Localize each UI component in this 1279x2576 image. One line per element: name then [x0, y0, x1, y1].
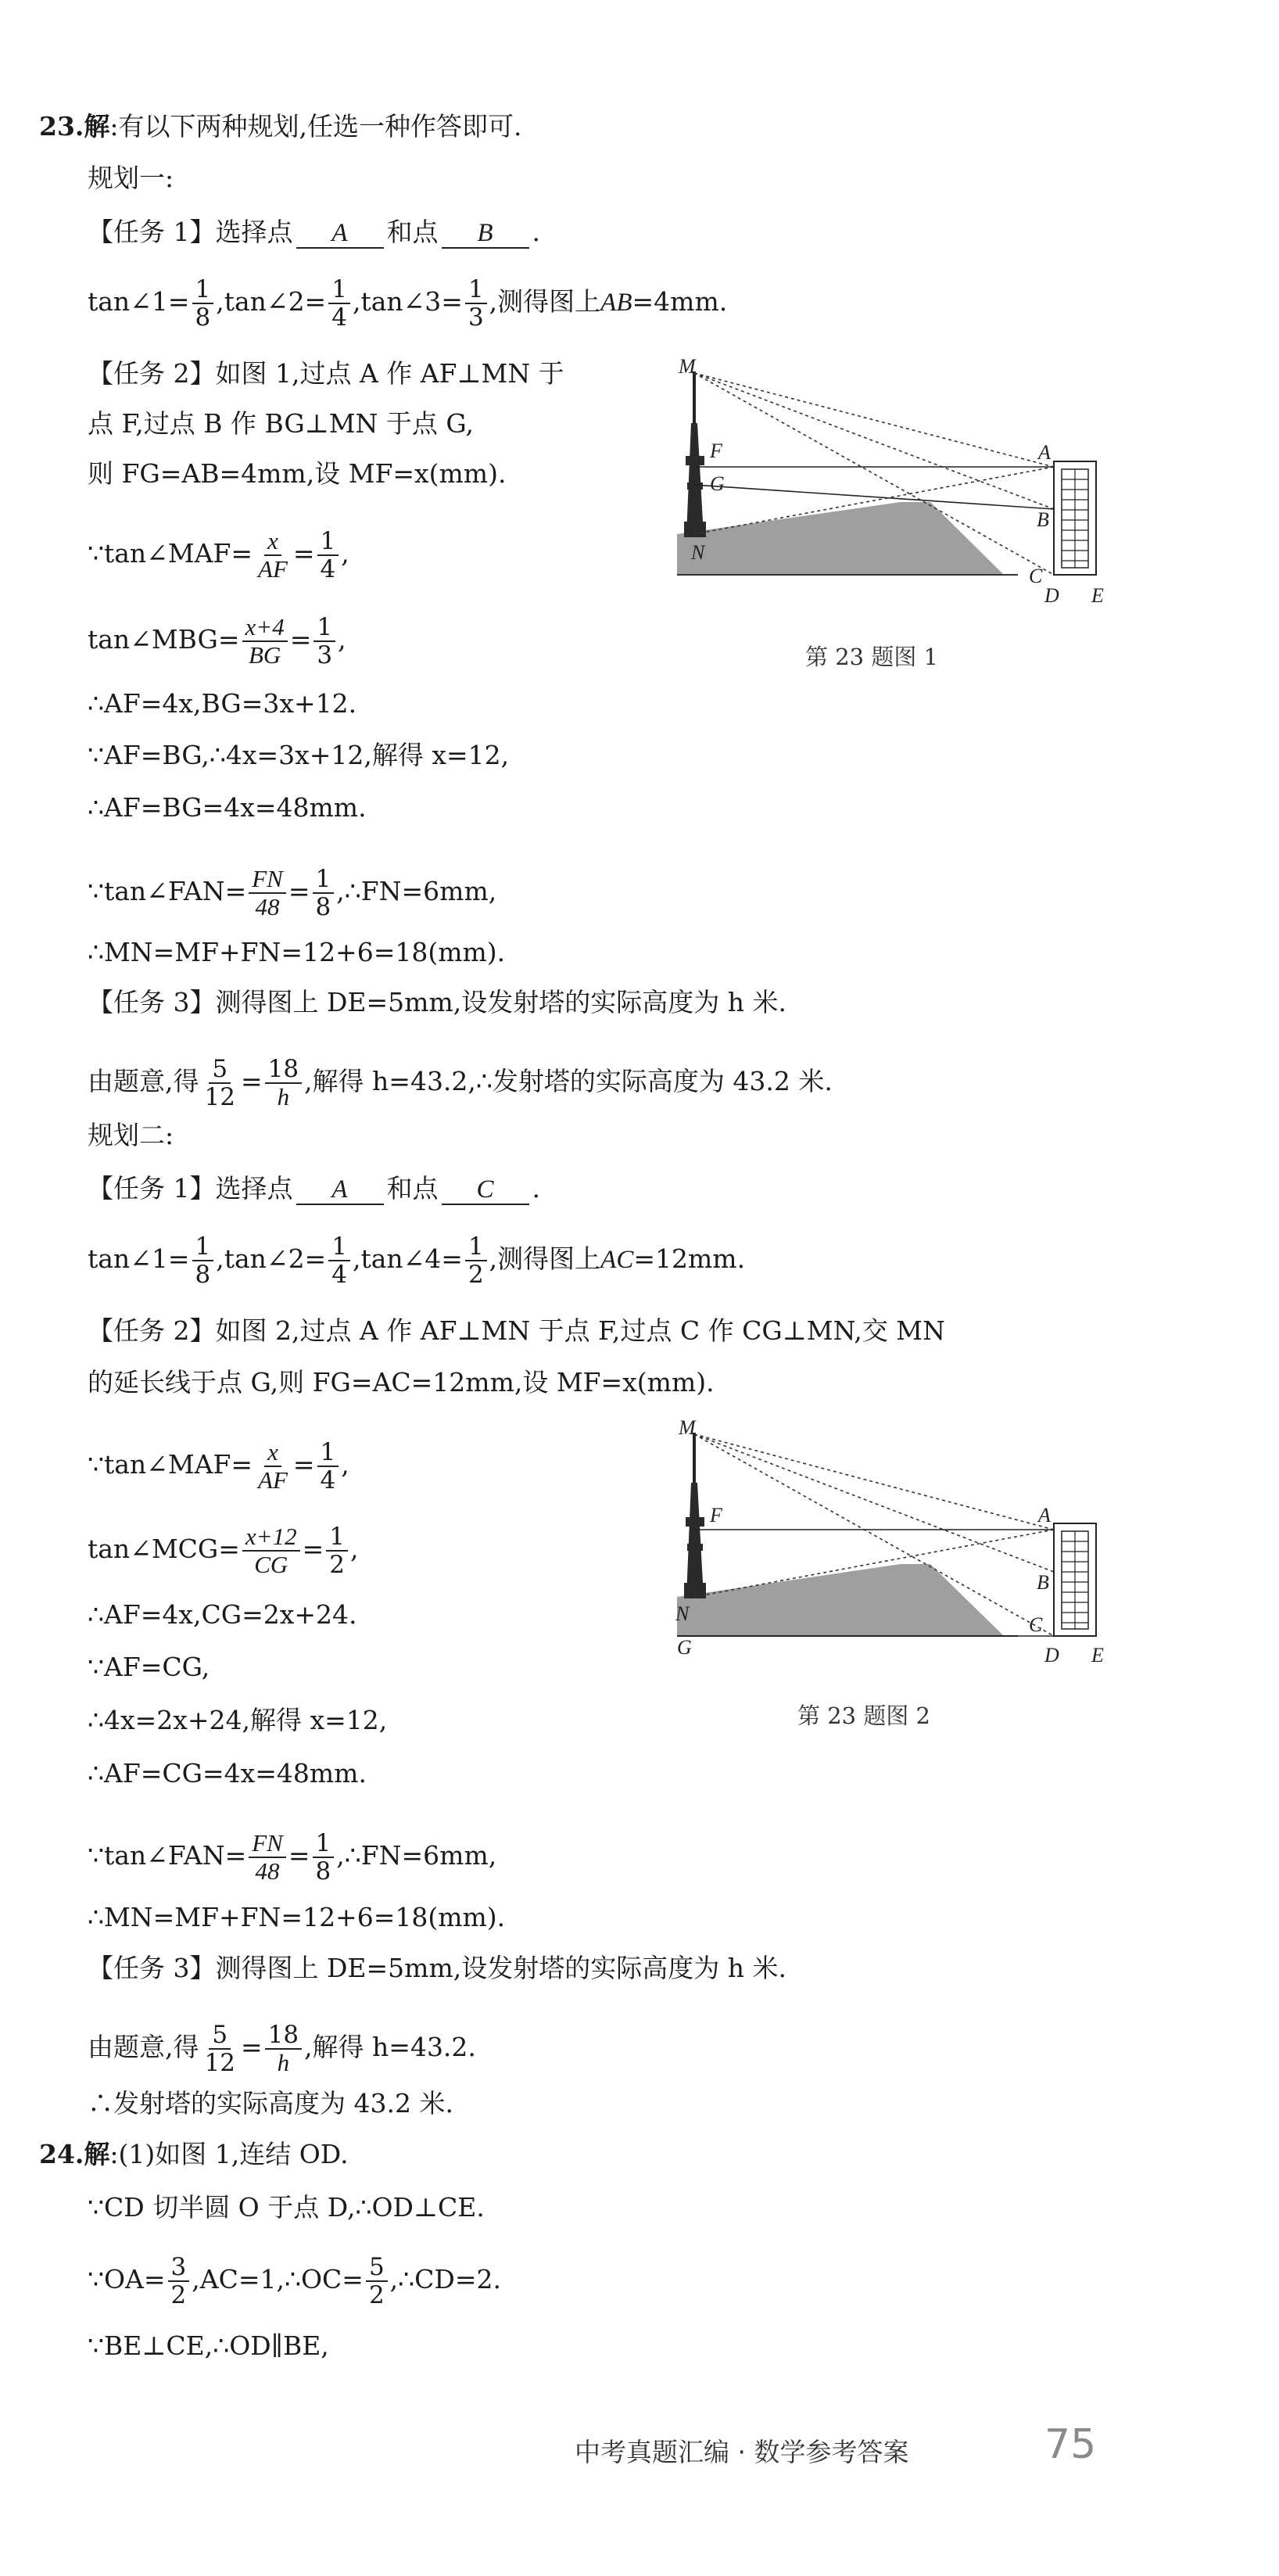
plan2-conclusion: ∴发射塔的实际高度为 43.2 米. [88, 2088, 453, 2119]
eq-text: = [292, 1449, 315, 1480]
numerator: 1 [313, 1830, 335, 1858]
plan1-task1 [88, 217, 540, 249]
label-g: G [710, 472, 725, 495]
eq-text: 由题意,得 [88, 1066, 199, 1096]
numerator: 5 [366, 2254, 388, 2282]
fraction [328, 276, 350, 331]
numerator: 1 [465, 1233, 487, 1261]
eq-text: ∵tan∠FAN= [88, 1840, 247, 1871]
tan-text: ,测得图上 [489, 1243, 601, 1274]
plan1-blank-b: B [442, 219, 529, 249]
horizontal-lines [694, 467, 1054, 509]
numerator: FN [249, 1830, 286, 1858]
numerator: x+12 [242, 1523, 300, 1552]
plan1-task2-line3: 则 FG=AB=4mm,设 MF=x(mm). [88, 458, 507, 489]
tower-icon [684, 1433, 706, 1598]
numerator: 3 [168, 2254, 190, 2282]
plan2-tan-line [88, 1233, 745, 1288]
plan2-eq-h [88, 2022, 476, 2076]
plan2-task2-line1: 【任务 2】如图 2,过点 A 作 AF⊥MN 于点 F,过点 C 作 CG⊥MN,交 MN [88, 1315, 945, 1346]
plan2-title: 规划二: [88, 1120, 174, 1150]
eq-text: ,解得 h=43.2,∴发射塔的实际高度为 43.2 米. [304, 1066, 833, 1096]
plan1-title: 规划一: [88, 163, 174, 193]
label-n: N [675, 1602, 690, 1625]
denominator: 8 [195, 303, 211, 332]
eq-text: , [341, 1449, 349, 1480]
eq-text: ,∴CD=2. [389, 2264, 502, 2294]
fraction [465, 1233, 487, 1288]
plan1-line-af: ∴AF=4x,BG=3x+12. [88, 688, 357, 719]
plan2-task1-end: . [532, 1173, 540, 1204]
label-b: B [1037, 1571, 1049, 1594]
denominator: 3 [468, 303, 484, 332]
fraction [317, 1439, 339, 1494]
plan1-task3: 【任务 3】测得图上 DE=5mm,设发射塔的实际高度为 h 米. [88, 987, 786, 1017]
fraction [313, 866, 335, 920]
denominator: AF [258, 555, 288, 583]
plan2-eq-maf [88, 1439, 349, 1494]
label-f: F [710, 439, 722, 462]
label-e: E [1091, 1644, 1104, 1666]
denominator: 48 [255, 893, 280, 920]
eq-text: ∵OA= [88, 2264, 166, 2294]
plan2-task1 [88, 1173, 540, 1205]
eq-text: = [240, 2032, 263, 2062]
fraction [242, 1523, 300, 1578]
label-c: C [1029, 1613, 1043, 1636]
plan1-eq-maf [88, 528, 349, 583]
plan2-line-af: ∴AF=4x,CG=2x+24. [88, 1599, 357, 1630]
numerator: 1 [192, 276, 214, 304]
denominator: AF [258, 1466, 288, 1494]
fraction [242, 614, 288, 669]
segment-name: AB [600, 289, 632, 317]
plan1-line-af48: ∴AF=BG=4x=48mm. [88, 792, 367, 823]
fraction [249, 866, 286, 920]
plan1-line-solve: ∵AF=BG,∴4x=3x+12,解得 x=12, [88, 740, 510, 770]
plan1-task2-line1: 【任务 2】如图 1,过点 A 作 AF⊥MN 于 [88, 358, 564, 389]
building-icon [1054, 461, 1096, 575]
plan1-blank-a: A [296, 219, 384, 249]
plan1-eq-fan [88, 866, 496, 920]
q23-jie: 解 [84, 111, 110, 142]
fraction [192, 1233, 214, 1288]
numerator: 5 [209, 2022, 231, 2050]
plan2-line-solve: ∴4x=2x+24,解得 x=12, [88, 1705, 388, 1735]
fraction [313, 1830, 335, 1885]
numerator: x+4 [242, 614, 288, 642]
label-b: B [1037, 508, 1049, 531]
denominator: 8 [315, 893, 331, 921]
building-icon [1054, 1523, 1096, 1636]
eq-text: tan∠MCG= [88, 1534, 240, 1564]
plan2-line-af48: ∴AF=CG=4x=48mm. [88, 1758, 367, 1788]
plan2-blank-a: A [296, 1175, 384, 1205]
q23-intro [39, 111, 522, 142]
label-n: N [691, 541, 705, 564]
denominator: 2 [468, 1261, 484, 1289]
numerator: 1 [313, 866, 335, 894]
denominator: 2 [368, 2281, 385, 2309]
denominator: 2 [329, 1551, 345, 1579]
denominator: 2 [170, 2281, 187, 2309]
numerator: 18 [265, 1056, 302, 1084]
denominator: h [277, 2049, 290, 2076]
eq-text: = [289, 624, 312, 655]
eq-text: = [240, 1066, 263, 1096]
q24-number: 24. [39, 2139, 84, 2169]
denominator: 4 [320, 555, 336, 583]
fraction [202, 1056, 238, 1110]
numerator: 5 [209, 1056, 231, 1084]
numerator: 1 [317, 1439, 339, 1467]
label-d: D [1044, 1644, 1059, 1666]
figure-2-caption: 第 23 题图 2 [797, 1702, 931, 1729]
label-e: E [1091, 584, 1104, 607]
label-m: M [679, 356, 696, 378]
eq-text: , [349, 1534, 359, 1564]
numerator: 1 [465, 276, 487, 304]
label-a: A [1038, 1504, 1051, 1527]
eq-text: ,∴FN=6mm, [336, 876, 497, 906]
q24-line4: ∵BE⊥CE,∴OD∥BE, [88, 2330, 329, 2361]
numerator: 1 [328, 276, 350, 304]
tan-text: =4mm. [632, 286, 728, 317]
label-a: A [1038, 441, 1051, 464]
fraction [192, 276, 214, 331]
numerator: 1 [328, 1233, 350, 1261]
q24-line1 [39, 2139, 349, 2170]
denominator: h [277, 1083, 290, 1110]
q24-eq [88, 2254, 501, 2309]
label-c: C [1029, 565, 1043, 587]
numerator: x [264, 1439, 281, 1467]
tan-text: ,tan∠3= [352, 286, 463, 317]
fraction [249, 1830, 286, 1885]
figure-1 [674, 356, 1120, 618]
plan2-task3: 【任务 3】测得图上 DE=5mm,设发射塔的实际高度为 h 米. [88, 1953, 786, 1983]
eq-text: ∵tan∠MAF= [88, 1449, 253, 1480]
denominator: BG [248, 641, 281, 669]
label-f: F [710, 1504, 722, 1527]
tan-text: ,tan∠2= [216, 1243, 327, 1274]
fraction [202, 2022, 238, 2076]
fraction [465, 276, 487, 331]
page-number: 75 [1044, 2421, 1097, 2468]
tan-text: ,tan∠2= [216, 286, 327, 317]
q24-jie: 解 [84, 2139, 110, 2169]
tan-text: ,tan∠4= [352, 1243, 463, 1274]
plan1-eq-h [88, 1056, 833, 1110]
fraction [265, 1056, 302, 1110]
eq-text: = [288, 876, 310, 906]
eq-text: = [302, 1534, 324, 1564]
eq-text: = [288, 1840, 310, 1871]
label-d: D [1044, 584, 1059, 607]
plan1-task2-line2: 点 F,过点 B 作 BG⊥MN 于点 G, [88, 408, 475, 439]
q23-number: 23. [39, 111, 84, 142]
denominator: 4 [331, 303, 347, 332]
eq-text: tan∠MBG= [88, 624, 240, 655]
figure-1-caption: 第 23 题图 1 [805, 644, 939, 670]
eq-text: , [338, 624, 346, 655]
tan-text: =12mm. [633, 1243, 746, 1274]
eq-text: ,AC=1,∴OC= [192, 2264, 364, 2294]
q23-intro-text: :有以下两种规划,任选一种作答即可. [109, 111, 522, 142]
numerator: 18 [265, 2022, 302, 2050]
denominator: 12 [204, 1083, 235, 1111]
plan1-eq-mbg [88, 614, 346, 669]
numerator: 1 [192, 1233, 214, 1261]
eq-text: ∵tan∠FAN= [88, 876, 247, 906]
plan2-blank-c: C [442, 1175, 529, 1205]
fraction [328, 1233, 350, 1288]
plan2-eq-mcg [88, 1523, 358, 1578]
fraction [255, 528, 291, 583]
numerator: FN [249, 866, 286, 894]
plan2-line-afcg: ∵AF=CG, [88, 1652, 210, 1682]
denominator: 4 [331, 1261, 347, 1289]
plan1-task1-mid: 和点 [386, 217, 439, 247]
plan1-line-mn: ∴MN=MF+FN=12+6=18(mm). [88, 937, 506, 967]
figure-2 [674, 1415, 1120, 1666]
tan-text: tan∠1= [88, 1243, 190, 1274]
fraction [168, 2254, 190, 2309]
q24-line1-text: :(1)如图 1,连结 OD. [109, 2139, 349, 2169]
fraction [255, 1439, 291, 1494]
tan-text: ,测得图上 [489, 286, 601, 317]
denominator: 4 [320, 1466, 336, 1494]
numerator: 1 [326, 1523, 348, 1552]
denominator: 3 [317, 641, 333, 669]
fraction [317, 528, 339, 583]
eq-text: = [292, 538, 315, 569]
denominator: 12 [204, 2049, 235, 2077]
denominator: 8 [195, 1261, 211, 1289]
numerator: x [264, 528, 281, 556]
numerator: 1 [313, 614, 335, 642]
q24-line2: ∵CD 切半圆 O 于点 D,∴OD⊥CE. [88, 2192, 485, 2223]
segment-name: AC [600, 1246, 634, 1274]
plan2-task2-line2: 的延长线于点 G,则 FG=AC=12mm,设 MF=x(mm). [88, 1367, 715, 1397]
plan1-task1-end: . [532, 217, 540, 247]
tan-text: tan∠1= [88, 286, 190, 317]
fraction [366, 2254, 388, 2309]
fraction [265, 2022, 302, 2076]
plan2-eq-fan [88, 1830, 496, 1885]
ground-slope [677, 502, 1004, 575]
numerator: 1 [317, 528, 339, 556]
footer-title: 中考真题汇编 · 数学参考答案 [575, 2437, 909, 2467]
eq-text: , [341, 538, 349, 569]
plan2-task1-mid: 和点 [386, 1173, 439, 1204]
plan1-tan-line [88, 276, 727, 331]
eq-text: ∵tan∠MAF= [88, 538, 253, 569]
denominator: CG [254, 1551, 288, 1578]
label-g: G [677, 1636, 692, 1659]
eq-text: ,∴FN=6mm, [336, 1840, 497, 1871]
fraction [313, 614, 335, 669]
eq-text: 由题意,得 [88, 2032, 199, 2062]
denominator: 48 [255, 1857, 280, 1885]
eq-text: ,解得 h=43.2. [304, 2032, 476, 2062]
plan2-line-mn: ∴MN=MF+FN=12+6=18(mm). [88, 1902, 506, 1932]
tower-icon [684, 371, 706, 537]
plan2-task1-pre: 【任务 1】选择点 [88, 1173, 293, 1204]
ground-slope [677, 1564, 1004, 1636]
fraction [326, 1523, 348, 1578]
denominator: 8 [315, 1857, 331, 1885]
label-m: M [679, 1416, 696, 1439]
plan1-task1-pre: 【任务 1】选择点 [88, 217, 293, 247]
